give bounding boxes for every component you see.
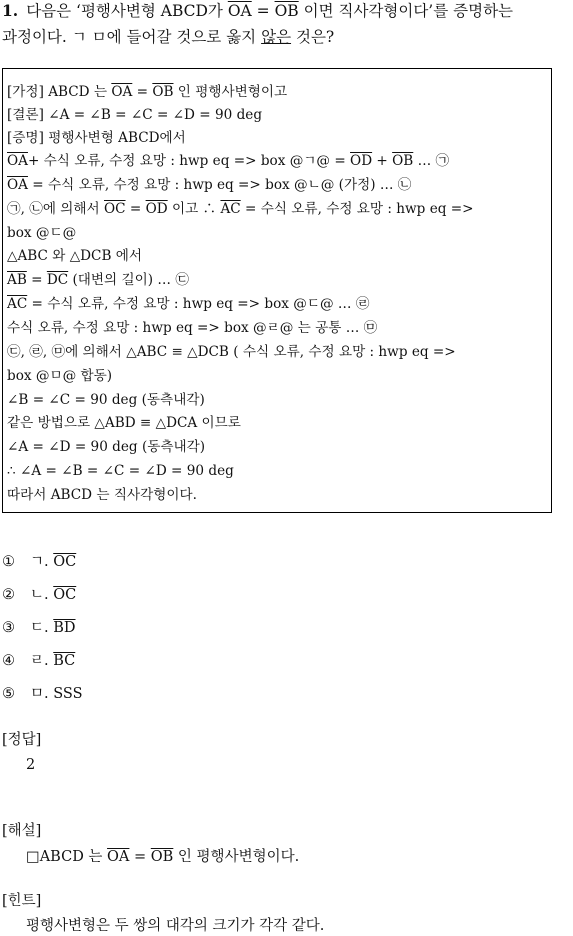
question-line-1: 1. 다음은 ‘평행사변형 ABCD가 $\overline{OA} = \overline{OB}$ 이면 직사각형이다’를 증명하는 (2, 1, 514, 20)
proof-step-4: $\overline{AB} = \overline{DC}$ (대변의 길이) … ㉢ (7, 272, 189, 288)
choice-2[interactable]: ② ㄴ. $\overline{OC}$ (2, 587, 77, 603)
explanation-text: □ABCD 는 $\overline{OA} = \overline{OB}$ 인 평행사변형이다. (26, 849, 300, 865)
hint-heading: [힌트] (2, 893, 42, 909)
proof-final: 따라서 ABCD 는 직사각형이다. (7, 487, 197, 503)
proof-step-6: 수식 오류, 수정 요망 : hwp eq => box @ㄹ@ 는 공통 … ㉤ (7, 320, 378, 336)
proof-step-3: ㉠, ㉡에 의해서 $\overline{OC} = \overline{OD}$ 이고 ∴ $\overline{AC}$ = 수식 오류, 수정 요망 : hwp eq => (7, 201, 474, 217)
proof-conclusion: [결론] ∠A = ∠B = ∠C = ∠D = 90 deg (7, 107, 263, 123)
choice-3[interactable]: ③ ㄷ. $\overline{BD}$ (2, 620, 76, 636)
proof-step-7: ㉢, ㉣, ㉤에 의해서 △ABC ≡ △DCB ( 수식 오류, 수정 요망 : hwp eq => (7, 344, 456, 360)
explanation-heading: [해설] (2, 823, 42, 839)
question-number: 1. (2, 1, 19, 20)
proof-step-8: ∠B = ∠C = 90 deg (동측내각) (7, 392, 205, 408)
proof-step-2: $\overline{OA}$ = 수식 오류, 수정 요망 : hwp eq => box @ㄴ@ (가정) … ㉡ (7, 177, 412, 193)
proof-triangles: △ABC 와 △DCB 에서 (7, 248, 143, 264)
proof-start: [증명] 평행사변형 ABCD에서 (7, 130, 186, 146)
answer-value: 2 (26, 757, 36, 773)
question-line-2: 과정이다. ㄱ ㅁ에 들어갈 것으로 옳지 않은 것은? (2, 28, 335, 46)
proof-step-1: $\overline{OA}+$ 수식 오류, 수정 요망 : hwp eq => box @ㄱ@ = $\overline{OD} + \overline{OB}$ … ㉠ (7, 153, 450, 169)
proof-box (2, 68, 552, 513)
answer-heading: [정답] (2, 732, 42, 748)
proof-step-3-cont: box @ㄷ@ (7, 225, 77, 241)
choice-1[interactable]: ① ㄱ. $\overline{OC}$ (2, 554, 77, 570)
choice-4[interactable]: ④ ㄹ. $\overline{BC}$ (2, 653, 76, 669)
proof-step-9: 같은 방법으로 △ABD ≡ △DCA 이므로 (7, 415, 241, 431)
choice-5[interactable]: ⑤ ㅁ. SSS (2, 686, 83, 702)
proof-step-7-cont: box @ㅁ@ 합동) (7, 368, 113, 384)
proof-step-5: $\overline{AC}$ = 수식 오류, 수정 요망 : hwp eq => box @ㄷ@ … ㉣ (7, 296, 370, 312)
proof-hypothesis: [가정] ABCD 는 $\overline{OA} = \overline{OB}$ 인 평행사변형이고 (7, 84, 288, 100)
proof-step-10: ∠A = ∠D = 90 deg (동측내각) (7, 439, 206, 455)
proof-step-11: ∴ ∠A = ∠B = ∠C = ∠D = 90 deg (7, 463, 234, 479)
hint-text: 평행사변형은 두 쌍의 대각의 크기가 각각 같다. (26, 918, 325, 934)
